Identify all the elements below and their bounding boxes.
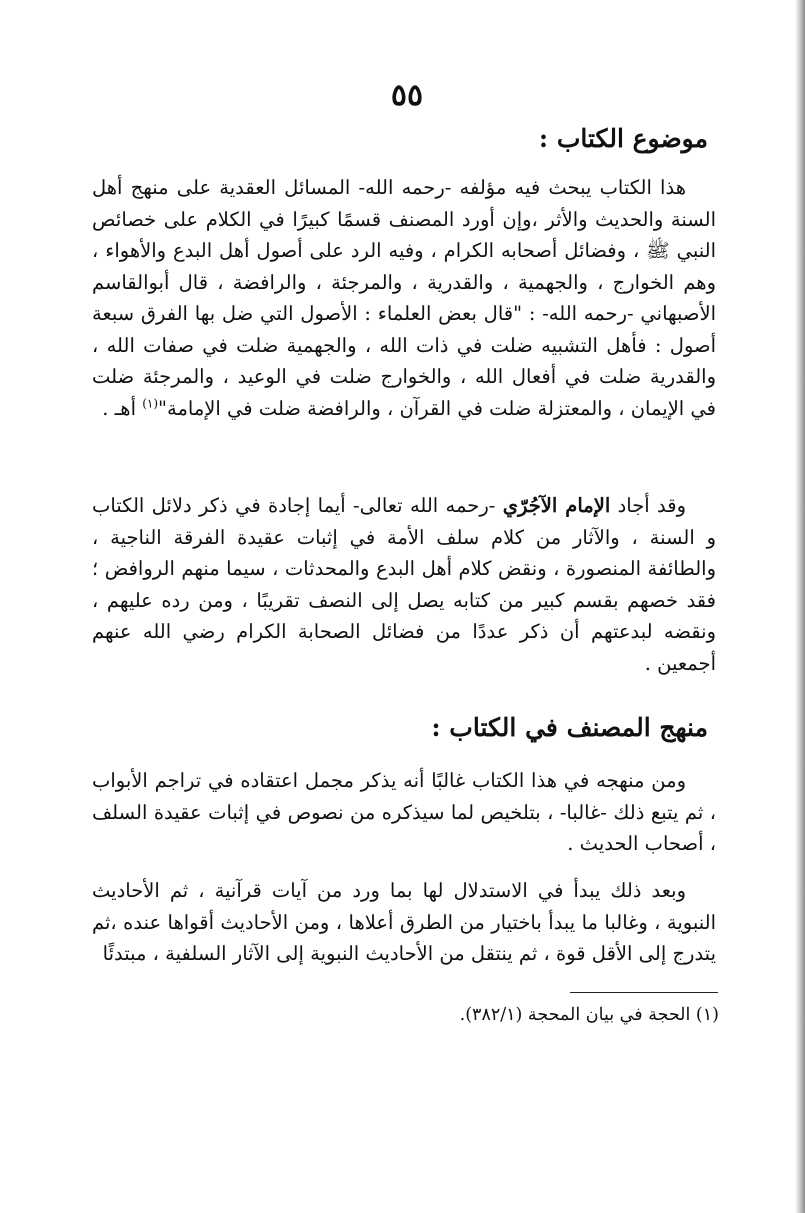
section-heading-method: منهج المصنف في الكتاب : (431, 713, 708, 742)
footnote: (١) الحجة في بيان المحجة (٣٨٢/١). (459, 1005, 719, 1025)
imam-name: الإمام الآجُرّي (502, 494, 611, 517)
section-method-body-2 (92, 875, 716, 970)
paragraph-text: هذا الكتاب يبحث فيه مؤلفه -رحمه الله- المسائل العقدية على منهج أهل السنة والحديث والأثر ،وإن أورد المصنف قسمًا كبيرًا في الكلام على خصائص النبي ﷺ ، وفضائل أصحابه الكرام ، وفيه الرد على أصول أهل البدع والأهواء ، وهم الخوارج ، والجهمية ، والقدرية ، والمرجئة ، والرافضة ، قال أبوالقاسم الأصبهاني -رحمه الله- : "قال بعض العلماء : الأصول التي ضل بها الفرق سبعة أصول : فأهل التشبيه ضلت في ذات الله ، والجهمية ضلت في صفات الله ، والقدرية ضلت في أفعال الله ، والخوارج ضلت في الوعيد ، والمرجئة ضلت في الإيمان ، والمعتزلة ضلت في القرآن ، والرافضة ضلت في الإمامة" (92, 176, 716, 420)
section-method-body (92, 765, 716, 860)
footnote-divider (570, 992, 718, 993)
section-heading-topic: موضوع الكتاب : (538, 124, 708, 153)
section-topic-body (92, 172, 716, 424)
page-edge-shadow (795, 0, 805, 1213)
footnote-mark: (١) (142, 396, 159, 410)
paragraph-method-1: ومن منهجه في هذا الكتاب غالبًا أنه يذكر مجمل اعتقاده في تراجم الأبواب ، ثم يتبع ذلك -غالبا- ، بتلخيص لما سيذكره من نصوص في إثبات عقيدة السلف ، أصحاب الحديث . (92, 769, 716, 855)
section-topic-body-2 (92, 490, 716, 679)
paragraph-tail: أهـ . (102, 396, 143, 420)
page-number: ٥٥ (390, 78, 424, 113)
paragraph-lead: وقد أجاد (610, 494, 687, 517)
paragraph-ajurri-praise (92, 490, 716, 679)
paragraph-book-subject (92, 172, 716, 424)
paragraph-method-2: وبعد ذلك يبدأ في الاستدلال لها بما ورد من آيات قرآنية ، ثم الأحاديث النبوية ، وغالبا ما يبدأ باختيار من الطرق أعلاها ، ومن الأحاديث أقواها عنده ،ثم يتدرج إلى الأقل قوة ، ثم ينتقل من الأحاديث النبوية إلى الآثار السلفية ، مبتدئًا (92, 879, 716, 965)
paragraph-text: -رحمه الله تعالى- أيما إجادة في ذكر دلائل الكتاب و السنة ، والآثار من كلام سلف الأمة في إثبات عقيدة الفرقة الناجية ، والطائفة المنصورة ، ونقض كلام أهل البدع والمحدثات ، سيما منهم الروافض ؛ فقد خصهم بقسم كبير من كتابه يصل إلى النصف تقريبًا ، ومن رده عليهم ، ونقضه لبدعتهم أن ذكر عددًا من فضائل الصحابة الكرام رضي الله عنهم أجمعين . (92, 494, 716, 675)
